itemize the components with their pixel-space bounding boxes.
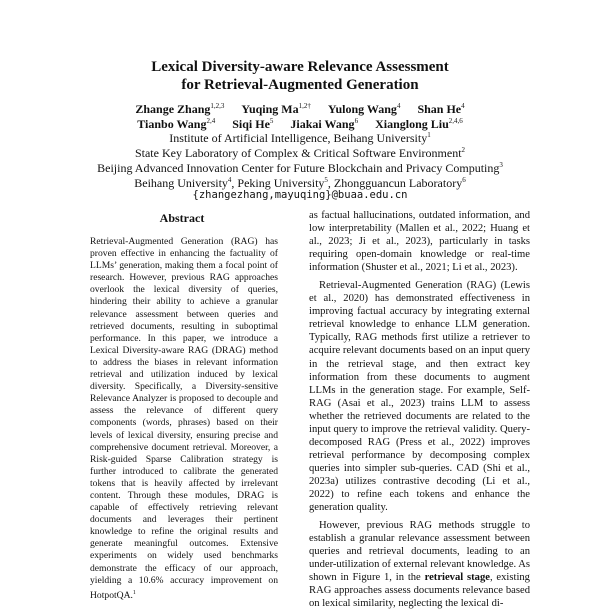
affiliation: Institute of Artificial Intelligence, Beihang University$^1$: [169, 131, 431, 145]
title-line-1: Lexical Diversity-aware Relevance Assessment: [151, 59, 449, 75]
author: Xianglong Liu$^{2,4,6}$: [375, 117, 463, 131]
abstract-text: Retrieval-Augmented Generation (RAG) has proven effective in enhancing the factuality of LLMs’ generation, making them a focal point of research. However, previous RAG approaches overlook the lexical diversity of queries, hindering their ability to achieve a granular relevance assessment between queries and retrieved documents, resulting in suboptimal performance. In this paper, we introduce a Lexical Diversity-aware RAG (DRAG) method to address the biases in relevant information retrieval and utilization induced by lexical diversity. Specifically, a Diversity-sensitive Relevance Analyzer is proposed to decouple and assess the relevance of different query components (words, phrases) based on their levels of lexical diversity, ensuring precise and comprehensive document retrieval. Moreover, a Risk-guided Sparse Calibration strategy is further introduced to calibrate the generated tokens that is heavily affected by irrelevant content. Through these modules, DRAG is capable of effectively retrieving relevant documents and leverages their pertinent knowledge to refine the original results and generate meaningful outcomes. Extensive experiments on widely used benchmarks demonstrate the efficacy of our approach, yielding a 10.6% accuracy improvement on HotpotQA.$^1$: [90, 236, 278, 601]
author: Tianbo Wang$^{2,4}$: [137, 117, 216, 131]
author: Siqi He$^5$: [232, 117, 274, 131]
body-column: [309, 209, 530, 615]
affiliation: Beihang University$^4$, Peking University$^5$, Zhongguancun Laboratory$^6$: [134, 176, 466, 190]
abstract-heading: Abstract: [159, 211, 205, 225]
affiliation: Beijing Advanced Innovation Center for Future Blockchain and Privacy Computing$^3$: [97, 161, 503, 175]
footnote-mark: 1: [132, 589, 136, 596]
paper-title: [0, 58, 600, 94]
affiliation: State Key Laboratory of Complex & Critical Software Environment$^2$: [134, 146, 466, 160]
body-paragraph: However, previous RAG methods struggle to establish a granular relevance assessment between queries and retrieval documents, leading to an under-utilization of external relevant knowledge. As shown in Figure 1, in the retrieval stage, existing RAG approaches assess documents relevance based on lexical similarity, neglecting the lexical di-: [309, 520, 531, 610]
email: {zhangezhang,mayuqing}@buaa.edu.cn: [192, 189, 408, 201]
emphasis: retrieval stage: [424, 572, 490, 584]
author: Shan He$^4$: [417, 102, 465, 116]
body-paragraph: as factual hallucinations, outdated information, and low interpretability (Mallen et al., 2022; Huang et al., 2023; Ji et al., 2023), particularly in tasks requiring open-domain knowledge or real-time information (Shuster et al., 2021; Li et al., 2023).: [309, 210, 530, 274]
author: Yulong Wang$^4$: [327, 102, 401, 116]
body-paragraph: Retrieval-Augmented Generation (RAG) (Lewis et al., 2020) has demonstrated effectiveness in improving factual accuracy by integrating external retrieval knowledge to enhance LLM generation. Typically, RAG methods first utilize a retriever to acquire relevant documents based on an input query in the retrieval stage, and then extract key information from these documents to augment LLMs in the generation stage. For example, Self-RAG (Asai et al., 2023) trains LLM to assess whether the retrieved documents are related to the input query to improve the retrieval validity. Query-decomposed RAG (Press et al., 2022) improves retrieval performance by decomposing complex queries into simpler sub-queries. CAD (Shi et al., 2023a) utilizes contrastive decoding (Li et al., 2022) to refine each tokens and enhance the generation quality.: [309, 280, 530, 514]
author: Zhange Zhang$^{1,2,3}$: [135, 102, 225, 116]
title-line-2: for Retrieval-Augmented Generation: [181, 77, 419, 93]
author: Yuqing $Ma^{1,2\dagger}$: [241, 102, 311, 116]
author: Jiakai Wang$^6$: [290, 117, 359, 131]
